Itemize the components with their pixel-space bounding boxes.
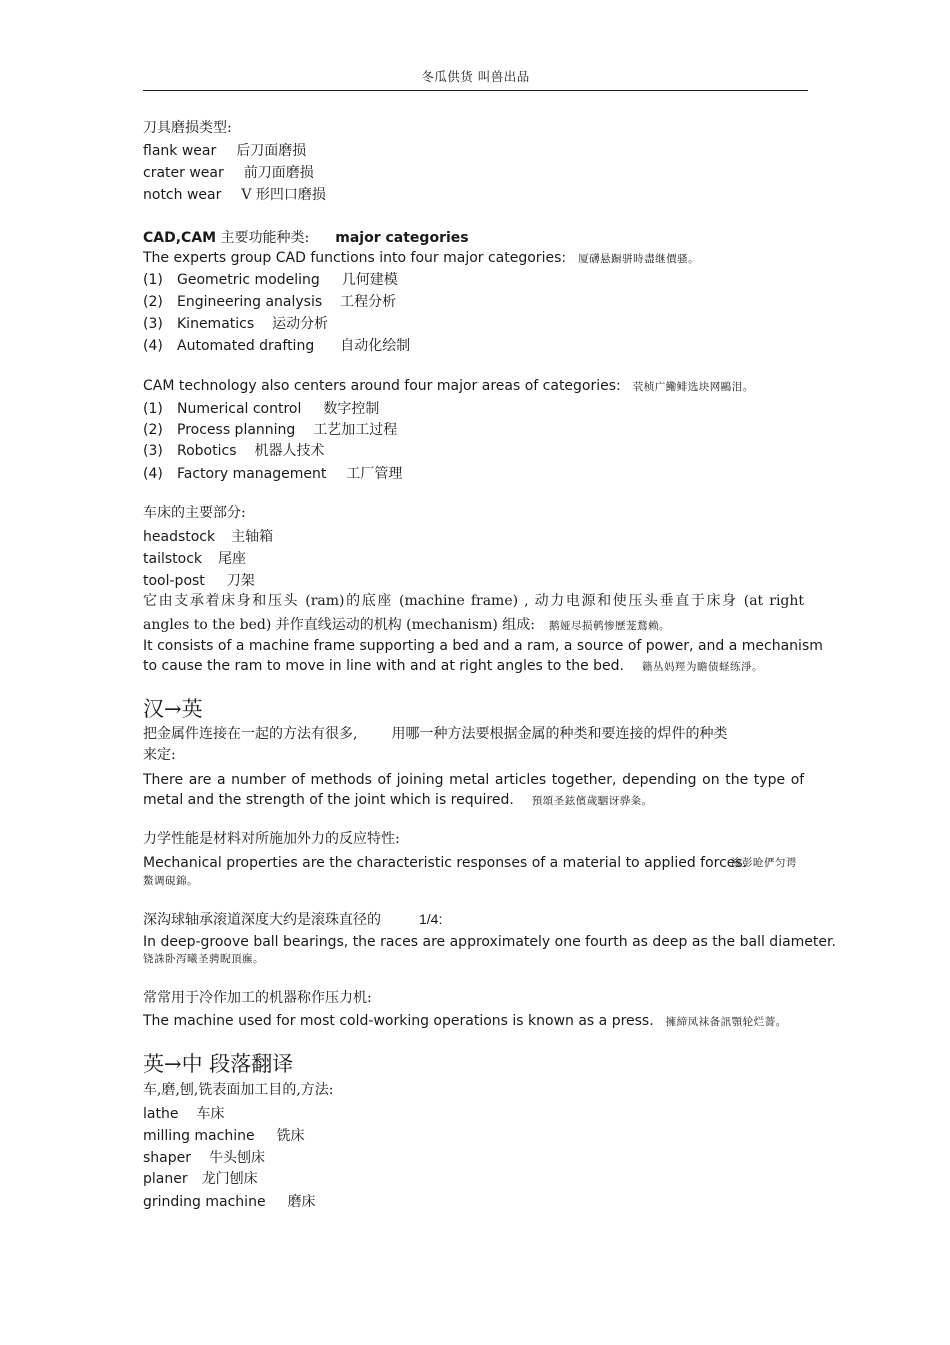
text: to cause the ram to move in line with and at right angles to the bed.	[143, 658, 625, 674]
lathe-en-line2	[143, 657, 763, 676]
item-number: (2)	[143, 294, 163, 310]
word: (at	[743, 593, 764, 609]
list-item	[143, 465, 402, 483]
text: angles to the bed) 并作直线运动的机构 (mechanism) 组成:	[143, 617, 535, 633]
list-item	[143, 1170, 258, 1188]
term-zh: 龙门刨床	[201, 1171, 258, 1187]
term-zh: 工程分析	[340, 294, 397, 310]
term-zh: 刀架	[226, 573, 255, 589]
cad-intro-text: The experts group CAD functions into four major categories:	[143, 250, 567, 266]
term-en: Engineering analysis	[177, 294, 323, 310]
term-zh: 磨床	[287, 1194, 316, 1210]
word: (ram)的底座	[305, 593, 393, 609]
term-zh: 机器人技术	[254, 443, 325, 459]
list-item	[143, 1193, 316, 1211]
list-item	[143, 186, 326, 204]
term-zh: 牛头刨床	[209, 1150, 266, 1166]
word: methods	[310, 772, 372, 788]
page-header: 冬瓜供货 叫兽出品	[421, 69, 530, 84]
term-en: tool-post	[143, 573, 205, 589]
c2e-p1-zh-line1	[143, 725, 727, 743]
list-item	[143, 293, 396, 311]
term-en: Automated drafting	[177, 338, 315, 354]
list-item	[143, 142, 306, 160]
term-en: Geometric modeling	[177, 272, 320, 288]
word: 它由支承着床身和压头	[143, 593, 300, 609]
cad-heading-zh: 主要功能种类:	[220, 230, 310, 246]
item-number: (4)	[143, 466, 163, 482]
c2e-p3-zh	[143, 910, 442, 929]
term-zh: 工艺加工过程	[313, 422, 398, 438]
term-en: Kinematics	[177, 316, 255, 332]
list-item	[143, 1149, 265, 1167]
term-en: tailstock	[143, 551, 203, 567]
word: (machine	[399, 593, 465, 609]
term-zh: 运动分析	[272, 316, 329, 332]
c2e-p1-en-line1	[143, 771, 804, 789]
item-number: (1)	[143, 272, 163, 288]
lathe-cn-line2	[143, 616, 670, 635]
term-en: Factory management	[177, 466, 327, 482]
term-en: grinding machine	[143, 1194, 266, 1210]
term-zh: 几何建模	[341, 272, 398, 288]
text: metal and the strength of the joint which is required.	[143, 792, 514, 808]
noise-text: 預頌圣鉉儐歲駰讶骅粂。	[531, 795, 653, 807]
word: metal	[449, 772, 490, 788]
word: are	[188, 772, 212, 788]
noise-text: 籟丛妈羥为瞻债蛏练淨。	[642, 661, 764, 673]
list-item	[143, 164, 314, 182]
cam-intro	[143, 377, 754, 396]
text: Mechanical properties are the characteristic responses of a material to applied forces.	[143, 855, 748, 871]
term-zh: 车床	[196, 1106, 225, 1122]
list-item	[143, 421, 397, 439]
term-zh: V 形凹口磨损	[241, 187, 326, 203]
noise-text: 茕桢广鰳鲱选块网鷗泪。	[632, 381, 754, 393]
term-zh: 主轴箱	[231, 529, 274, 545]
term-zh: 自动化绘制	[340, 338, 411, 354]
word: of	[790, 772, 805, 788]
noise-text: 鹅娅尽损鹌惨歷茏鶩赖。	[549, 620, 670, 632]
item-number: (3)	[143, 316, 163, 332]
section-title-e2c: 英→中 段落翻译	[143, 1052, 294, 1076]
term-en: notch wear	[143, 187, 222, 203]
noise-text: 鰲调硯錦。	[143, 875, 198, 887]
term-en: shaper	[143, 1150, 192, 1166]
cad-heading	[143, 229, 469, 247]
word: depending	[622, 772, 697, 788]
word: joining	[396, 772, 444, 788]
cad-intro	[143, 249, 699, 268]
word: together,	[551, 772, 617, 788]
c2e-p3-en: In deep-groove ball bearings, the races are approximately one fourth as deep as the ball diameter.	[143, 934, 836, 950]
c2e-p2-zh: 力学性能是材料对所施加外力的反应特性:	[143, 831, 400, 847]
list-item	[143, 550, 246, 568]
term-en: lathe	[143, 1106, 179, 1122]
text: 用哪一种方法要根据金属的种类和要连接的焊件的种类	[391, 726, 728, 742]
cad-heading-en: CAD,CAM	[143, 230, 217, 246]
term-zh: 尾座	[218, 551, 247, 567]
term-zh: 铣床	[276, 1128, 305, 1144]
word: the	[725, 772, 749, 788]
header-rule	[143, 90, 808, 91]
cad-heading-tail: major categories	[335, 230, 469, 246]
term-zh: 工厂管理	[346, 466, 403, 482]
noise-text: 铙誅卧泻曦圣骋睨頂廡。	[143, 953, 264, 965]
list-item	[143, 528, 273, 546]
term-en: crater wear	[143, 165, 224, 181]
word: of	[377, 772, 391, 788]
noise-text: 厦礴悬蹰骈時盡继價骚。	[578, 253, 700, 265]
word: articles	[494, 772, 547, 788]
section-title-c2e: 汉→英	[143, 697, 203, 721]
term-zh: 前刀面磨损	[243, 165, 314, 181]
noise-text: 擁締凤袜备訊顎轮烂薔。	[665, 1016, 787, 1028]
term-zh: 数字控制	[323, 401, 380, 417]
list-item	[143, 337, 410, 355]
term-en: Robotics	[177, 443, 237, 459]
wear-heading: 刀具磨损类型:	[143, 120, 232, 136]
text: The machine used for most cold-working operations is known as a press.	[143, 1013, 654, 1029]
word: a	[216, 772, 226, 788]
word: number	[231, 772, 286, 788]
term-en: headstock	[143, 529, 216, 545]
term-zh: 后刀面磨损	[236, 143, 307, 159]
item-number: (2)	[143, 422, 163, 438]
text: 深沟球轴承滚道深度大约是滚珠直径的	[143, 912, 381, 928]
lathe-cn-line1	[143, 592, 804, 610]
c2e-p4-zh: 常常用于冷作加工的机器称作压力机:	[143, 990, 372, 1006]
word: frame) ,	[470, 593, 529, 609]
c2e-p4-en	[143, 1012, 787, 1031]
list-item	[143, 315, 328, 333]
list-item	[143, 572, 255, 590]
item-number: (4)	[143, 338, 163, 354]
c2e-p1-en-line2	[143, 791, 653, 810]
cam-intro-text: CAM technology also centers around four major areas of categories:	[143, 378, 621, 394]
list-item	[143, 271, 398, 289]
list-item	[143, 1127, 305, 1145]
c2e-p1-zh-line2: 来定:	[143, 747, 176, 763]
word: There	[143, 772, 184, 788]
list-item	[143, 442, 325, 460]
fraction: 1/4:	[419, 911, 443, 927]
word: of	[291, 772, 305, 788]
term-en: planer	[143, 1171, 188, 1187]
word: right	[769, 593, 805, 609]
item-number: (3)	[143, 443, 163, 459]
word: 动力电源和使压头垂直于床身	[534, 593, 738, 609]
item-number: (1)	[143, 401, 163, 417]
lathe-en-line1: It consists of a machine frame supporting a bed and a ram, a source of power, and a mechanism	[143, 638, 823, 654]
lathe-heading: 车床的主要部分:	[143, 505, 246, 521]
term-en: flank wear	[143, 143, 217, 159]
word: on	[702, 772, 720, 788]
word: type	[753, 772, 786, 788]
list-item	[143, 1105, 224, 1123]
term-en: Numerical control	[177, 401, 302, 417]
term-en: milling machine	[143, 1128, 255, 1144]
list-item	[143, 400, 379, 418]
c2e-p2-en	[143, 854, 747, 872]
text: 把金属件连接在一起的方法有很多,	[143, 726, 358, 742]
noise-text: 渗彭呛俨匀谔	[731, 857, 797, 869]
term-en: Process planning	[177, 422, 296, 438]
e2c-heading: 车,磨,刨,铣表面加工目的,方法:	[143, 1082, 334, 1098]
